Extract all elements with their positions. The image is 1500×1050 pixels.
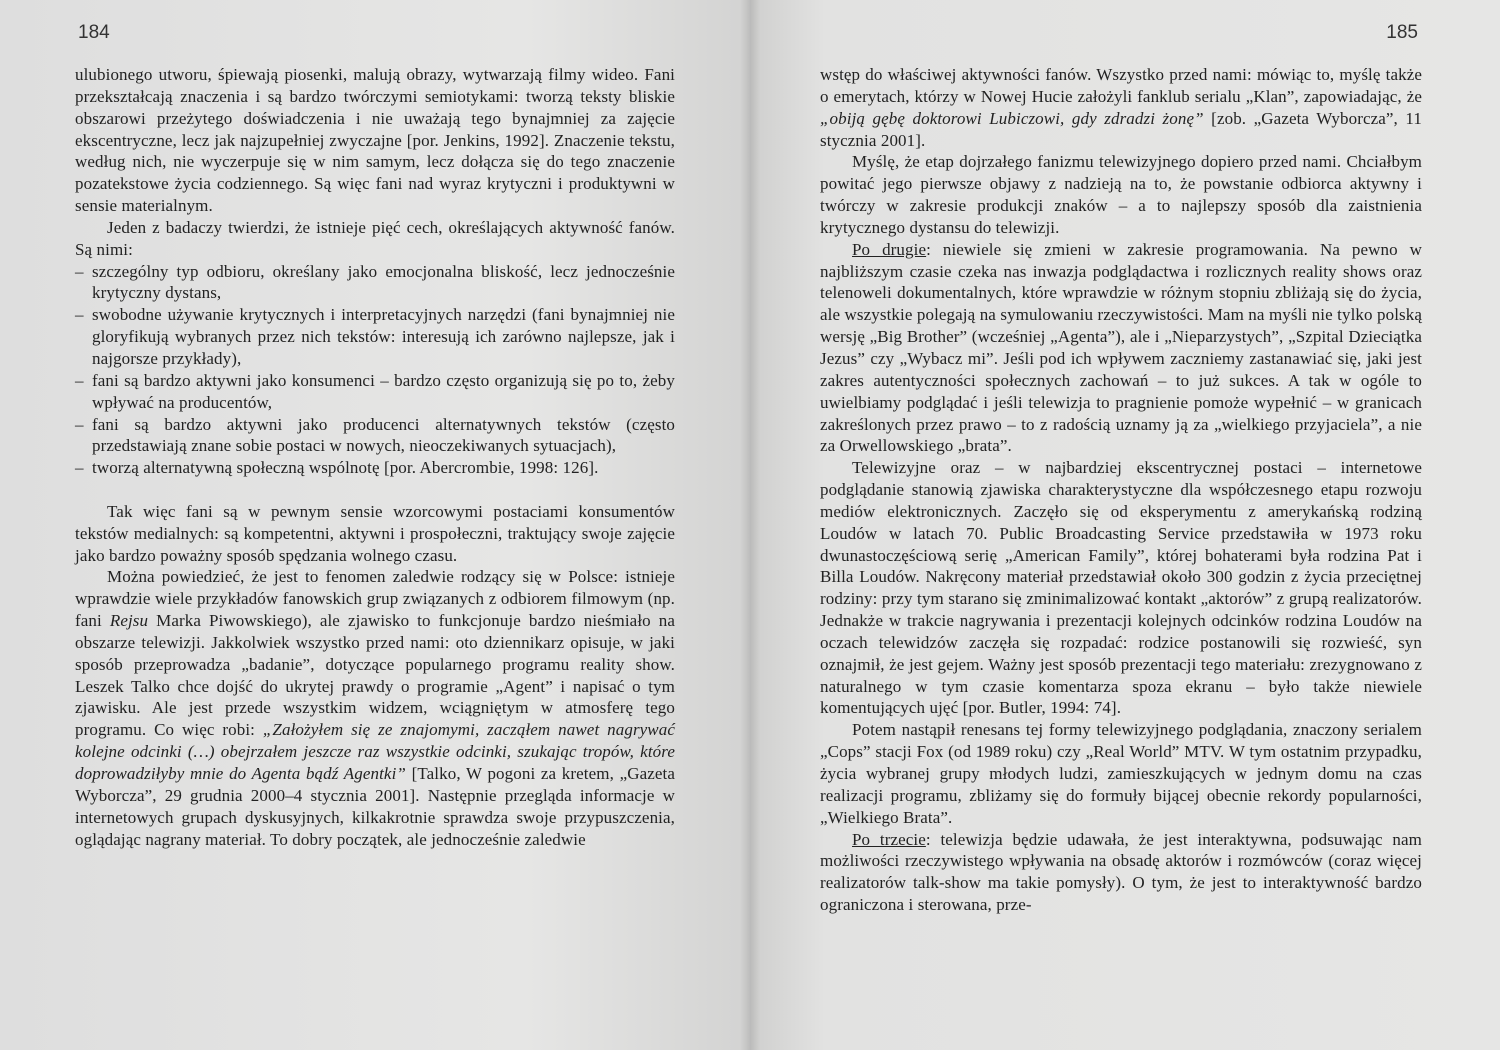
feature-list <box>75 261 675 479</box>
spacer <box>75 479 675 501</box>
left-page-text <box>75 64 675 850</box>
list-dash: – <box>75 458 84 478</box>
list-dash: – <box>75 261 84 281</box>
paragraph: Potem nastąpił renesans tej formy telewizyjnego podglądania, znaczony serialem „Cops” stacji Fox (od 1989 roku) czy „Real World” MTV. W tym ostatnim przypadku, życia wybranej grupy młodych ludzi, zamieszkujących w jednym domu na czas realizacji programu, zbliżamy się do formuły bijącej obecnie rekordy popularności, „Wielkiego Brata”. <box>820 720 1422 827</box>
list-dash: – <box>75 414 84 434</box>
right-page-text <box>820 64 1422 916</box>
section-label: Po trzecie <box>852 829 926 849</box>
section-label: Po drugie <box>852 239 927 259</box>
list-item: – tworzą alternatywną społeczną wspólnotę [por. Abercrombie, 1998: 126]. <box>75 458 599 478</box>
paragraph: wstęp do właściwej aktywności fanów. Wszystko przed nami: mówiąc to, myślę także o emerytach, którzy w Nowej Hucie założyli fanklub serialu „Klan”, zapowiadając, że „obiją gębę doktorowi Lubiczowi, gdy zdradzi żonę” [zob. „Gazeta Wyborcza”, 11 stycznia 2001]. <box>820 65 1422 150</box>
book-gutter <box>740 0 760 1050</box>
film-title: Rejsu <box>109 611 149 631</box>
list-dash: – <box>75 305 84 325</box>
paragraph: Tak więc fani są w pewnym sensie wzorcowymi postaciami konsumentów tekstów medialnych: są kompetentni, aktywni i prospołeczni, traktujący swoje zajęcie jako bardzo poważny sposób spędzania wolnego czasu. <box>75 501 675 565</box>
list-item: – swobodne używanie krytycznych i interpretacyjnych narzędzi (fani bynajmniej nie gloryfikują wybranych przez nich tekstów: interesują ich zarówno najlepsze, jak i najgorsze przykłady), <box>75 305 675 368</box>
paragraph: Telewizyjne oraz – w najbardziej ekscentrycznej postaci – internetowe podglądanie stanowią zjawiska charakterystyczne dla współczesnego etapu rozwoju mediów elektronicznych. Zaczęło się od eksperymentu z amerykańską rodziną Loudów w latach 70. Public Broadcasting Service przedstawiła w 1973 roku dwunastoczęściową serię „American Family”, której bohaterami była rodzina Pat i Billa Loudów. Nakręcony materiał przedstawiał około 300 godzin z życia przeciętnej rodziny: przy tym starano się zminimalizować kontakt „aktorów” z grupą realizatorów. Jednakże w trakcie nagrywania i prezentacji kolejnych odcinków rodzina Loudów na oczach telewidzów zaczęła się rozpadać: rodzice postanowili się rozwieść, syn oznajmił, że jest gejem. Ważny jest sposób prezentacji tego materiału: zrezygnowano z naturalnego w tym czasie komentarza spoza ekranu – było także niewiele komentujących ujęć [por. Butler, 1994: 74]. <box>820 458 1422 718</box>
list-item: – szczególny typ odbioru, określany jako emocjonalna bliskość, lecz jednocześnie krytyczny dystans, <box>75 261 675 303</box>
quotation: „obiją gębę doktorowi Lubiczowi, gdy zdradzi żonę” <box>820 108 1204 128</box>
page-number-right: 185 <box>1386 22 1418 43</box>
quotation: „Założyłem się ze znajomymi, zacząłem nawet nagrywać kolejne odcinki (…) obejrzałem jeszcze raz wszystkie odcinki, szukając tropów, które doprowadziłyby mnie do Agenta bądź Agentki” <box>75 720 675 783</box>
paragraph: Myślę, że etap dojrzałego fanizmu telewizyjnego dopiero przed nami. Chciałbym powitać jego pierwsze objawy z nadzieją na to, że powstanie odbiorca aktywny i twórczy w zakresie produkcji znaków – a to najlepszy sposób dla zaistnienia krytycznego dystansu do telewizji. <box>820 152 1422 237</box>
list-item: – fani są bardzo aktywni jako producenci alternatywnych tekstów (często przedstawiają znane sobie postaci w nowych, nieoczekiwanych sytuacjach), <box>75 414 675 456</box>
list-dash: – <box>75 370 84 390</box>
paragraph: Jeden z badaczy twierdzi, że istnieje pięć cech, określających aktywność fanów. Są nimi: <box>75 217 675 259</box>
list-item: – fani są bardzo aktywni jako konsumenci – bardzo często organizują się po to, żeby wpływać na producentów, <box>75 370 675 412</box>
right-page <box>750 0 1500 1050</box>
paragraph: Można powiedzieć, że jest to fenomen zaledwie rodzący się w Polsce: istnieje wprawdzie wiele przykładów fanowskich grup związanych z odbiorem filmowym (np. fani Rejsu Marka Piwowskiego), ale zjawisko to funkcjonuje bardzo nieśmiało na obszarze telewizji. Jakkolwiek wszystko przed nami: oto dziennikarz opisuje, w jaki sposób przeprowadza „badanie”, dotyczące popularnego programu reality show. Leszek Talko chce dojść do ukrytej prawdy o programie „Agent” i napisać o tym zjawisku. Ale jest przede wszystkim widzem, wciągniętym w atmosferę tego programu. Co więc robi: „Założyłem się ze znajomymi, zacząłem nawet nagrywać kolejne odcinki (…) obejrzałem jeszcze raz wszystkie odcinki, szukając tropów, które doprowadziłyby mnie do Agenta bądź Agentki” [Talko, W pogoni za kretem, „Gazeta Wyborcza”, 29 grudnia 2000–4 stycznia 2001]. Następnie przegląda informacje w internetowych grupach dyskusyjnych, kilkakrotnie sprawdza swoje przypuszczenia, oglądając nagrany materiał. To dobry początek, ale jednocześnie zaledwie <box>75 567 675 849</box>
page-number-left: 184 <box>78 22 110 43</box>
paragraph: Po drugie: niewiele się zmieni w zakresie programowania. Na pewno w najbliższym czasie czeka nas inwazja podglądactwa i rozlicznych reality shows oraz telenoweli dokumentalnych, które wprawdzie w różnym stopniu zbliżają się do życia, ale wszystkie polegają na symulowaniu rzeczywistości. Mam na myśli nie tylko polską wersję „Big Brother” (wcześniej „Agenta”), ale i „Nieparzystych”, „Szpital Dzieciątka Jezus” czy „Wybacz mi”. Jeśli pod ich wpływem zaczniemy zastanawiać się, jaki jest zakres autentyczności społecznych zachowań – to już sukces. A tak w ogóle to uwielbiamy podglądać i jeśli telewizja to pragnienie pomoże wypełnić – w granicach zakreślonych przez prawo – to z radością uznamy ją za „wielkiego przyjaciela”, a nie za Orwellowskiego „brata”. <box>820 239 1422 456</box>
paragraph: Po trzecie: telewizja będzie udawała, że jest interaktywna, podsuwając nam możliwości rzeczywistego wpływania na obsadę aktorów i rozmówców (coraz więcej realizatorów talk-show ma takie pomysły). O tym, że jest to interaktywność bardzo ograniczona i sterowana, prze- <box>820 829 1422 915</box>
paragraph: ulubionego utworu, śpiewają piosenki, malują obrazy, wytwarzają filmy wideo. Fani przekształcają znaczenia i są bardzo twórczymi semiotykami: tworzą teksty bliskie obszarowi przeżytego doświadczenia i nie uważają tego bynajmniej za zajęcie ekscentryczne, lecz jak najzupełniej zwyczajne [por. Jenkins, 1992]. Znaczenie tekstu, według nich, nie wyczerpuje się w nim samym, lecz dołącza się do tego znaczenie pozatekstowe życia codziennego. Są więc fani nad wyraz krytyczni i produktywni w sensie materialnym. <box>75 65 675 216</box>
